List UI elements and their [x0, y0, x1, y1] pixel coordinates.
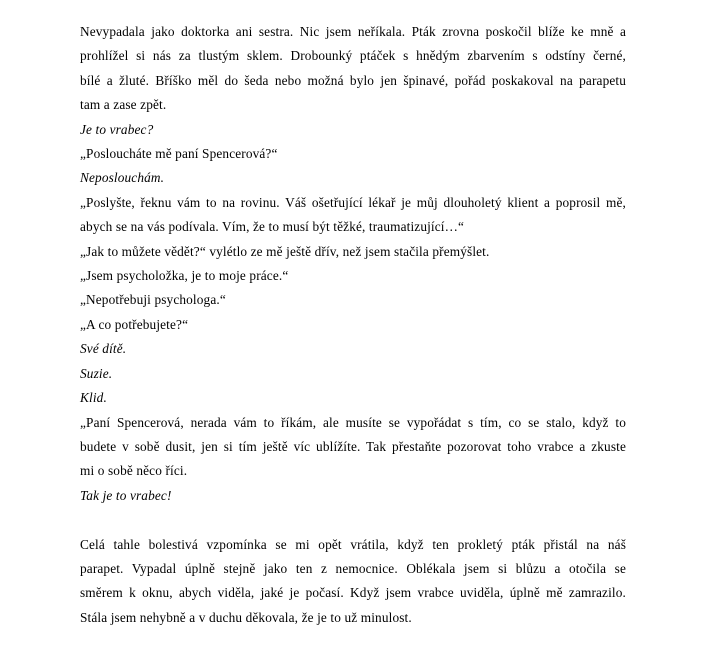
text-line: Své dítě.	[80, 341, 127, 357]
text-line: Celá tahle bolestivá vzpomínka se mi opět vrátila, když ten prokletý pták přistál na náš	[80, 536, 626, 552]
text-line: „Paní Spencerová, nerada vám to říkám, ale musíte se vypořádat s tím, co se stalo, když to	[80, 414, 626, 430]
paragraph-spacer	[80, 508, 626, 532]
text-line: Suzie.	[80, 365, 113, 381]
text-line: „Poslyšte, řeknu vám to na rovinu. Váš ošetřující lékař je můj dlouholetý klient a poprosil mě,	[80, 194, 626, 210]
text-line: bílé a žluté. Bříško měl do šeda nebo možná bylo jen špinavé, pořád poskakoval na parapetu	[80, 72, 626, 88]
text-line: Nevypadala jako doktorka ani sestra. Nic jsem neříkala. Pták zrovna poskočil blíže ke mně a	[80, 24, 626, 39]
text-line: směrem k oknu, abych viděla, jaké je počasí. Když jsem vrabce uviděla, úplně mě zamrazilo.	[80, 585, 626, 601]
text-line: prohlížel si nás za tlustým sklem. Drobounký ptáček s hnědým zbarvením s odstíny černé,	[80, 48, 626, 64]
text-line: mi o sobě něco říci.	[80, 463, 188, 479]
text-line: Klid.	[80, 390, 107, 406]
text-line: tam a zase zpět.	[80, 97, 167, 113]
text-line: Neposlouchám.	[80, 170, 165, 186]
text-line: „Nepotřebuji psychologa.“	[80, 292, 226, 308]
text-line: budete v sobě dusit, jen si tím ještě víc ublížíte. Tak přestaňte pozorovat toho vrabce a zkuste	[80, 438, 626, 454]
text-line: abych se na vás podívala. Vím, že to musí být těžké, traumatizující…“	[80, 219, 465, 235]
text-line: parapet. Vypadal úplně stejně jako ten z nemocnice. Oblékala jsem si blůzu a otočila se	[80, 560, 626, 576]
text-line: Tak je to vrabec!	[80, 487, 172, 503]
text-line: „Jak to můžete vědět?“ vylétlo ze mě ještě dřív, než jsem stačila přemýšlet.	[80, 243, 490, 259]
text-line: „Jsem psycholožka, je to moje práce.“	[80, 268, 289, 284]
text-line: „A co potřebujete?“	[80, 316, 189, 332]
text-line: Je to vrabec?	[80, 121, 154, 137]
document-text-column	[80, 20, 626, 630]
text-line: „Posloucháte mě paní Spencerová?“	[80, 146, 278, 162]
text-line: Stála jsem nehybně a v duchu děkovala, že je to už minulost.	[80, 609, 412, 625]
